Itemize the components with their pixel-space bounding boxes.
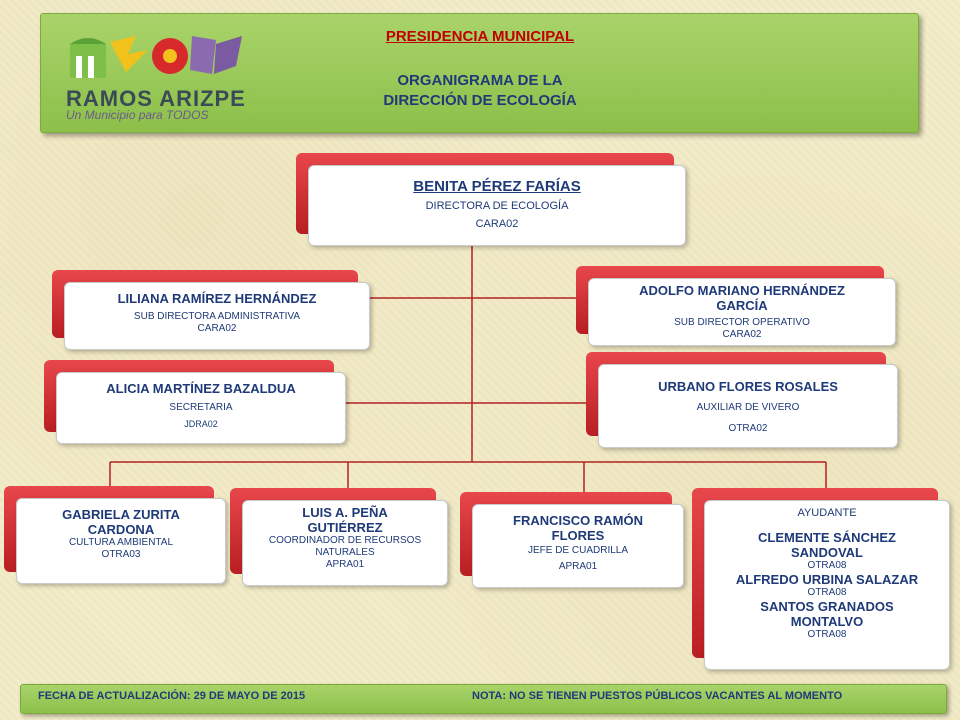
secretary-box-front bbox=[56, 372, 346, 444]
nursery-name: URBANO FLORES ROSALES bbox=[658, 379, 838, 394]
director-position: DIRECTORA DE ECOLOGÍA bbox=[425, 200, 569, 212]
culture-name-line1: GABRIELA ZURITA bbox=[62, 507, 180, 522]
footer-update-date: FECHA DE ACTUALIZACIÓN: 29 DE MAYO DE 2015 bbox=[38, 690, 306, 702]
resources-position-line1: COORDINADOR DE RECURSOS bbox=[268, 535, 422, 546]
sub-oper-box bbox=[576, 266, 896, 346]
helper-3-code: OTRA08 bbox=[807, 629, 847, 640]
helper-3-name-line1: SANTOS GRANADOS bbox=[760, 599, 894, 614]
director-box-front bbox=[308, 165, 686, 246]
culture-box bbox=[4, 486, 226, 584]
crew-box-front bbox=[472, 504, 684, 588]
culture-code: OTRA03 bbox=[101, 549, 141, 560]
helper-1-name-line1: CLEMENTE SÁNCHEZ bbox=[758, 530, 896, 545]
sub-oper-name-line2: GARCÍA bbox=[716, 298, 768, 313]
logo-tagline: Un Municipio para TODOS bbox=[66, 108, 209, 122]
secretary-code: JDRA02 bbox=[184, 419, 218, 429]
sub-admin-code: CARA02 bbox=[197, 323, 237, 334]
resources-name-line1: LUIS A. PEÑA bbox=[302, 505, 388, 520]
crew-position: JEFE DE CUADRILLA bbox=[527, 545, 629, 556]
nursery-position: AUXILIAR DE VIVERO bbox=[696, 402, 800, 413]
sub-oper-box-front bbox=[588, 278, 896, 346]
sub-admin-name: LILIANA RAMÍREZ HERNÁNDEZ bbox=[117, 291, 317, 306]
culture-name-line2: CARDONA bbox=[87, 522, 155, 537]
director-name: BENITA PÉREZ FARÍAS bbox=[413, 178, 581, 195]
resources-code: APRA01 bbox=[325, 559, 365, 570]
crew-name-line2: FLORES bbox=[551, 528, 605, 543]
resources-box bbox=[230, 488, 448, 586]
crew-name-line1: FRANCISCO RAMÓN bbox=[513, 513, 643, 528]
sub-oper-name-line1: ADOLFO MARIANO HERNÁNDEZ bbox=[639, 283, 845, 298]
culture-box-front bbox=[16, 498, 226, 584]
culture-position: CULTURA AMBIENTAL bbox=[68, 537, 174, 548]
logo-name: RAMOS ARIZPE bbox=[66, 86, 246, 111]
helper-2-code: OTRA08 bbox=[807, 587, 847, 598]
sub-admin-box bbox=[52, 270, 370, 350]
nursery-code: OTRA02 bbox=[728, 423, 768, 434]
secretary-position: SECRETARIA bbox=[169, 402, 233, 413]
header-subtitle-line2: DIRECCIÓN DE ECOLOGÍA bbox=[383, 92, 577, 109]
helpers-box-front bbox=[704, 500, 950, 670]
nursery-box-front bbox=[598, 364, 898, 448]
helper-1-name-line2: SANDOVAL bbox=[791, 545, 863, 560]
footer-note: NOTA: NO SE TIENEN PUESTOS PÚBLICOS VACANTES AL MOMENTO bbox=[472, 690, 843, 702]
crew-box bbox=[460, 492, 684, 588]
sub-oper-position: SUB DIRECTOR OPERATIVO bbox=[674, 317, 810, 328]
director-box bbox=[296, 153, 686, 246]
helpers-title: AYUDANTE bbox=[797, 507, 857, 519]
helper-3-name-line2: MONTALVO bbox=[790, 614, 864, 629]
sub-oper-code: CARA02 bbox=[722, 329, 762, 340]
resources-box-front bbox=[242, 500, 448, 586]
helper-2-name-line1: ALFREDO URBINA SALAZAR bbox=[735, 572, 919, 587]
sub-admin-position: SUB DIRECTORA ADMINISTRATIVA bbox=[133, 311, 301, 322]
resources-position-line2: NATURALES bbox=[315, 547, 375, 558]
nursery-box bbox=[586, 352, 898, 448]
resources-name-line2: GUTIÉRREZ bbox=[307, 520, 383, 535]
header-title: PRESIDENCIA MUNICIPAL bbox=[385, 28, 575, 45]
crew-code: APRA01 bbox=[558, 561, 598, 572]
helper-1-code: OTRA08 bbox=[807, 560, 847, 571]
secretary-name: ALICIA MARTÍNEZ BAZALDUA bbox=[106, 381, 296, 396]
sub-admin-box-front bbox=[64, 282, 370, 350]
secretary-box bbox=[44, 360, 346, 444]
helpers-box bbox=[692, 488, 950, 670]
director-code: CARA02 bbox=[475, 218, 519, 230]
header-subtitle-line1: ORGANIGRAMA DE LA bbox=[397, 72, 563, 89]
